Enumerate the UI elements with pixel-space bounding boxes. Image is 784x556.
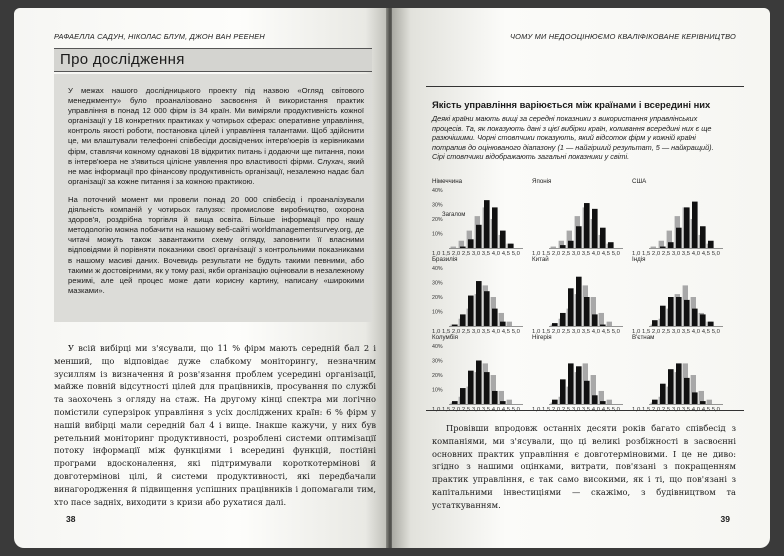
country-bar [676, 363, 682, 404]
country-bar [600, 325, 606, 326]
country-bar [700, 226, 706, 248]
panel-title: Японія [532, 178, 552, 185]
section-title-bar [54, 48, 372, 72]
box-paragraph: На поточний момент ми провели понад 20 000 співбесід і проаналізували діяльність компаній у чотирьох галузях: промислове виробництво, охорона здоров'я, роздрібна торгівля й вища освіта. Більше інформації про нашу методологію можна побачити на нашому веб-сайті worldmanagementsurvey.org, де читачі можуть також завантажити схему огляду, заповнити її власними відповідями й порівняти показники своєї організації з контрольними показниками в нашому масиві даних. Вочевидь результати не будуть такими певними, або такими ж достовірними, як у тому разі, якби організацію оцінювали в незалежному режимі, але цей процес може дати корисну картину, написану «широкими мазками». [68, 194, 364, 295]
country-bar [584, 203, 590, 248]
right-page [392, 8, 770, 548]
y-tick-label: 10% [432, 309, 443, 316]
country-bar [476, 361, 482, 405]
x-tick-labels: 1,0 1,5 2,0 2,5 3,0 3,5 4,0 4,5 5,0 [432, 407, 521, 413]
country-bar [676, 297, 682, 326]
y-tick-label: 10% [432, 231, 443, 238]
country-bar [660, 306, 666, 326]
country-bar [576, 226, 582, 248]
country-bar [500, 231, 506, 248]
x-tick-labels: 1,0 1,5 2,0 2,5 3,0 3,5 4,0 4,5 5,0 [632, 407, 721, 413]
country-bar [592, 314, 598, 326]
body-text [54, 342, 376, 508]
country-bar [660, 384, 666, 404]
global-label: Загалом [442, 212, 466, 218]
y-tick-label: 20% [432, 217, 443, 223]
body-text [432, 422, 736, 512]
country-bar [508, 244, 514, 248]
country-bar [652, 400, 658, 404]
country-bar [652, 320, 658, 326]
y-tick-label: 30% [432, 280, 443, 287]
global-bar [451, 247, 456, 248]
country-bar [708, 322, 714, 326]
country-bar [668, 369, 674, 404]
y-tick-label: 40% [432, 266, 443, 272]
country-bar [484, 291, 490, 326]
country-bar [568, 288, 574, 326]
y-tick-label: 20% [432, 373, 443, 379]
section-title: Про дослідження [60, 51, 185, 68]
country-bar [560, 245, 566, 248]
body-paragraph: У всій вибірці ми з'ясували, що 11 % фірм мають середній бал 2 і менший, що відповідає дуже слабкому моніторингу, незначним зусиллям із визначення й розв'язання проблем усередині організації, майже повній відсутності цілей для працівників, просування по службі та заохочень з огляду на стаж. На другому кінці спектра ми логічно помістили суперзірок управління з усіх досліджених країн: 6 % фірм у нашій вибірці мали середній бал 4 і вище. Інакше кажучи, у них був ретельний моніторинг продуктивності, розроблені системи оптимізації потоку інформації між функціями і всередині функцій, постійні програми вдосконалення, які підтримували короткотермінові й довготермінові цілі, й системи продуктивності, які передбачали винагородження й підвищення успішних працівників і допомагали тим, хто пасе задніх, виходити з кризи або рухатися далі. [54, 343, 376, 507]
x-tick-labels: 1,0 1,5 2,0 2,5 3,0 3,5 4,0 4,5 5,0 [532, 329, 621, 335]
country-bar [700, 314, 706, 326]
country-bar [692, 202, 698, 248]
global-bar [507, 322, 512, 326]
running-head: РАФАЕЛЛА САДУН, НІКОЛАС БЛУМ, ДЖОН ВАН РЕЕНЕН [54, 32, 265, 41]
country-bar [460, 388, 466, 404]
country-bar [492, 391, 498, 404]
left-page [14, 8, 388, 548]
country-bar [484, 372, 490, 404]
global-bar [551, 247, 556, 248]
country-bar [576, 366, 582, 404]
y-tick-label: 40% [432, 188, 443, 194]
country-bar [452, 325, 458, 326]
panel-title: Нігерія [532, 334, 552, 341]
country-bar [600, 401, 606, 404]
x-tick-labels: 1,0 1,5 2,0 2,5 3,0 3,5 4,0 4,5 5,0 [632, 251, 721, 257]
y-tick-label: 30% [432, 358, 443, 365]
country-bar [500, 401, 506, 404]
y-tick-label: 40% [432, 344, 443, 350]
country-bar [476, 225, 482, 248]
about-research-box [54, 74, 372, 322]
global-bar [607, 400, 612, 404]
country-bar [568, 241, 574, 248]
country-bar [492, 309, 498, 326]
x-tick-labels: 1,0 1,5 2,0 2,5 3,0 3,5 4,0 4,5 5,0 [532, 407, 621, 413]
country-bar [708, 241, 714, 248]
country-bar [500, 322, 506, 326]
x-tick-labels: 1,0 1,5 2,0 2,5 3,0 3,5 4,0 4,5 5,0 [632, 329, 721, 335]
box-paragraph: У межах нашого дослідницького проекту під назвою «Огляд світового менеджменту» було проаналізовано засвоєння й використання практик управління в понад 12 000 фірм із 34 країн. Ми виміряли продуктивність кожної організації у 18 конкретних практиках у чотирьох сферах: оперативне управління, контроль якості роботи, постановка цілей і управління талантами. Щоб здійснити це, ми влаштували телефонні співбесіди досвідчених інтерв'юерів із керівниками фірм, ставлячи кожному однакові 18 відкритих питань і додаючи ще питання, поки в інтерв'юера не з'явиться цілісне уявлення про властивості фірми. Слухач, який не має інформації про фінансову продуктивність організації, незалежно надає бал організації за кожне питання і за кожною практикою. [68, 86, 364, 186]
x-tick-labels: 1,0 1,5 2,0 2,5 3,0 3,5 4,0 4,5 5,0 [532, 251, 621, 257]
country-bar [660, 247, 666, 248]
country-bar [476, 281, 482, 326]
global-bar [607, 322, 612, 326]
country-bar [460, 314, 466, 326]
country-bar [592, 395, 598, 404]
country-bar [568, 363, 574, 404]
panel-title: Індія [632, 256, 646, 263]
global-bar [507, 400, 512, 404]
panel-title: США [632, 178, 647, 185]
page-number: 38 [66, 514, 76, 524]
country-bar [584, 381, 590, 404]
country-bar [584, 297, 590, 326]
figure-title: Якість управління варіюється між країнами і всередині них [432, 99, 711, 110]
box-text [68, 86, 364, 296]
country-bar [592, 209, 598, 248]
country-bar [692, 392, 698, 404]
country-bar [668, 297, 674, 326]
panel-title: В'єтнам [632, 334, 655, 341]
country-bar [468, 296, 474, 326]
country-bar [576, 277, 582, 326]
global-bar [651, 247, 656, 248]
country-bar [484, 200, 490, 248]
body-paragraph: Провівши впродовж останніх десяти років багато співбесід з компаніями, ми з'ясували, що ці великі розбіжності в засвоєнні основних практик управління є довготерміновими. І це не диво: згідно з нашими оцінками, витрати, пов'язані з покращенням практик управління, є так само високими, як і ті, що пов'язані з капітальними інвестиціями — скажімо, з будівництвом та устаткуванням. [432, 423, 736, 510]
y-tick-label: 30% [432, 202, 443, 209]
country-bar [460, 247, 466, 248]
country-bar [452, 401, 458, 404]
panel-title: Китай [532, 256, 549, 263]
global-bar [707, 400, 712, 404]
country-bar [676, 228, 682, 248]
country-bar [552, 400, 558, 404]
country-bar [560, 379, 566, 404]
country-bar [684, 300, 690, 326]
figure-bottom-rule [426, 410, 744, 411]
country-bar [552, 323, 558, 326]
country-bar [492, 207, 498, 248]
page-number: 39 [720, 514, 730, 524]
panel-title: Німеччина [432, 178, 463, 185]
y-tick-label: 10% [432, 387, 443, 394]
panel-title: Колумбія [432, 334, 458, 341]
running-head: ЧОМУ МИ НЕДООЦІНЮЄМО КВАЛІФІКОВАНЕ КЕРІВНИЦТВО [509, 32, 736, 41]
country-bar [692, 309, 698, 326]
country-bar [468, 239, 474, 248]
country-bar [608, 242, 614, 248]
country-bar [684, 207, 690, 248]
country-bar [600, 228, 606, 248]
country-bar [560, 313, 566, 326]
x-tick-labels: 1,0 1,5 2,0 2,5 3,0 3,5 4,0 4,5 5,0 [432, 251, 521, 257]
country-bar [668, 242, 674, 248]
x-tick-labels: 1,0 1,5 2,0 2,5 3,0 3,5 4,0 4,5 5,0 [432, 329, 521, 335]
panel-title: Бразилія [432, 256, 458, 263]
global-bar [599, 313, 604, 326]
country-bar [684, 378, 690, 404]
country-bar [700, 401, 706, 404]
country-bar [468, 371, 474, 404]
figure-caption: Деякі країни мають вищі за середні показники з використання управлінських процесів. Та, як показують дані з цієї вибірки країн, коливання всередині них є ще разючішими. Чорні стовпчики показують, який відсоток фірм у кожній країні потрапив до оцінюваного діапазону (1 — найгірший результат, 5 — найкращий). Сірі стовпчики відображають загальні показники у світі. [432, 114, 714, 161]
y-tick-label: 20% [432, 295, 443, 301]
